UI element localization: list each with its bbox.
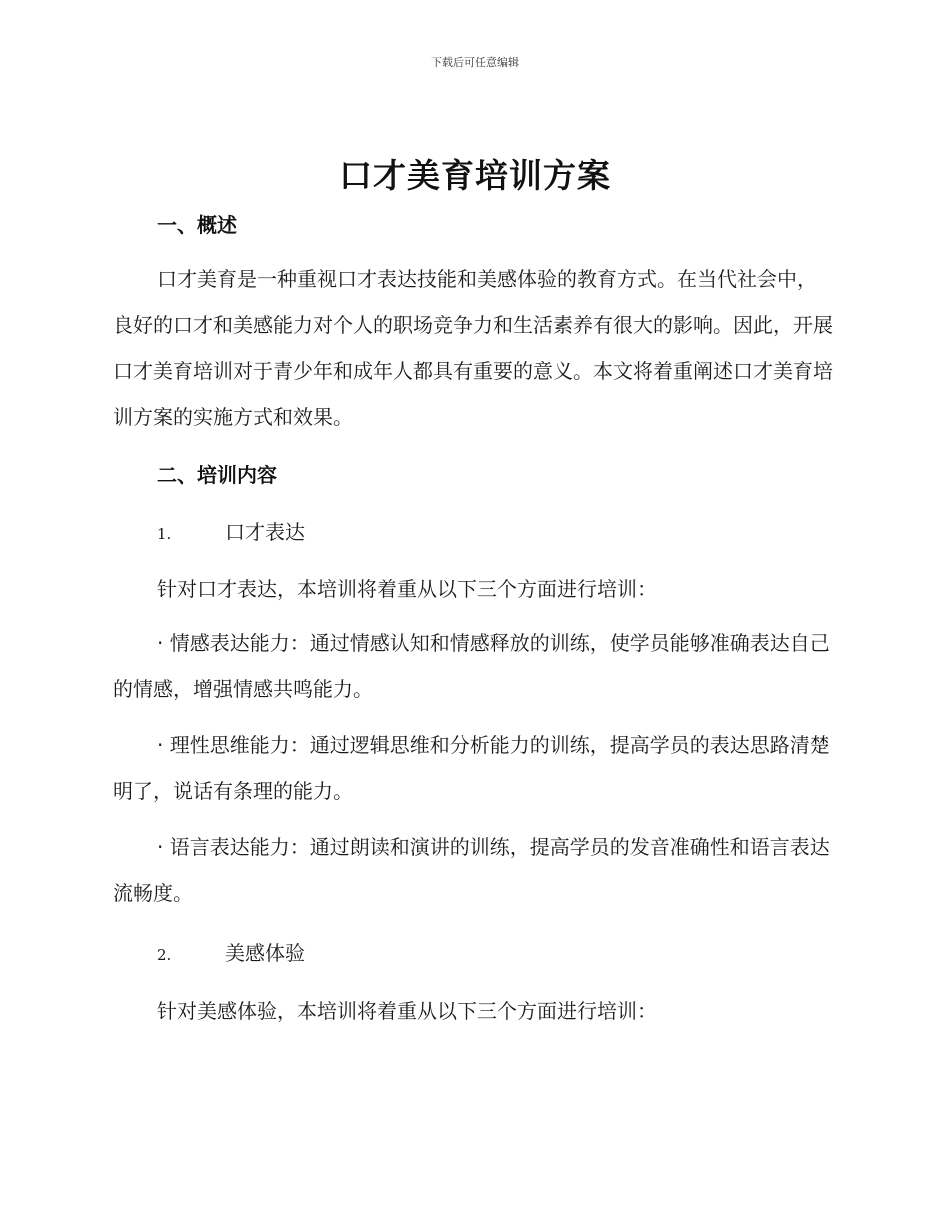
speech-intro: 针对口才表达，本培训将着重从以下三个方面进行培训： <box>157 577 657 601</box>
list-item-label: 美感体验 <box>225 941 305 965</box>
list-item-speech <box>157 516 305 545</box>
speech-point-language: · 语言表达能力：通过朗读和演讲的训练，提高学员的发音准确性和语言表达流畅度。 <box>113 835 830 905</box>
list-item-label: 口才表达 <box>225 520 305 544</box>
section-heading-content: 二、培训内容 <box>157 463 277 487</box>
speech-point-emotion: · 情感表达能力：通过情感认知和情感释放的训练，使学员能够准确表达自己的情感，增强情感共鸣能力。 <box>113 631 830 701</box>
document-title: 口才美育培训方案 <box>339 156 611 195</box>
list-item-number: 2. <box>157 946 172 964</box>
header-note: 下载后可任意编辑 <box>431 56 519 69</box>
section-heading-overview: 一、概述 <box>157 213 237 237</box>
speech-point-logic: · 理性思维能力：通过逻辑思维和分析能力的训练，提高学员的表达思路清楚明了，说话有条理的能力。 <box>113 733 830 803</box>
list-item-number: 1. <box>157 525 172 543</box>
overview-paragraph: 口才美育是一种重视口才表达技能和美感体验的教育方式。在当代社会中，良好的口才和美感能力对个人的职场竞争力和生活素养有很大的影响。因此，开展口才美育培训对于青少年和成年人都具有重要的意义。本文将着重阐述口才美育培训方案的实施方式和效果。 <box>113 267 833 429</box>
list-item-aesthetics <box>157 937 305 966</box>
aesthetics-intro: 针对美感体验，本培训将着重从以下三个方面进行培训： <box>157 999 657 1023</box>
